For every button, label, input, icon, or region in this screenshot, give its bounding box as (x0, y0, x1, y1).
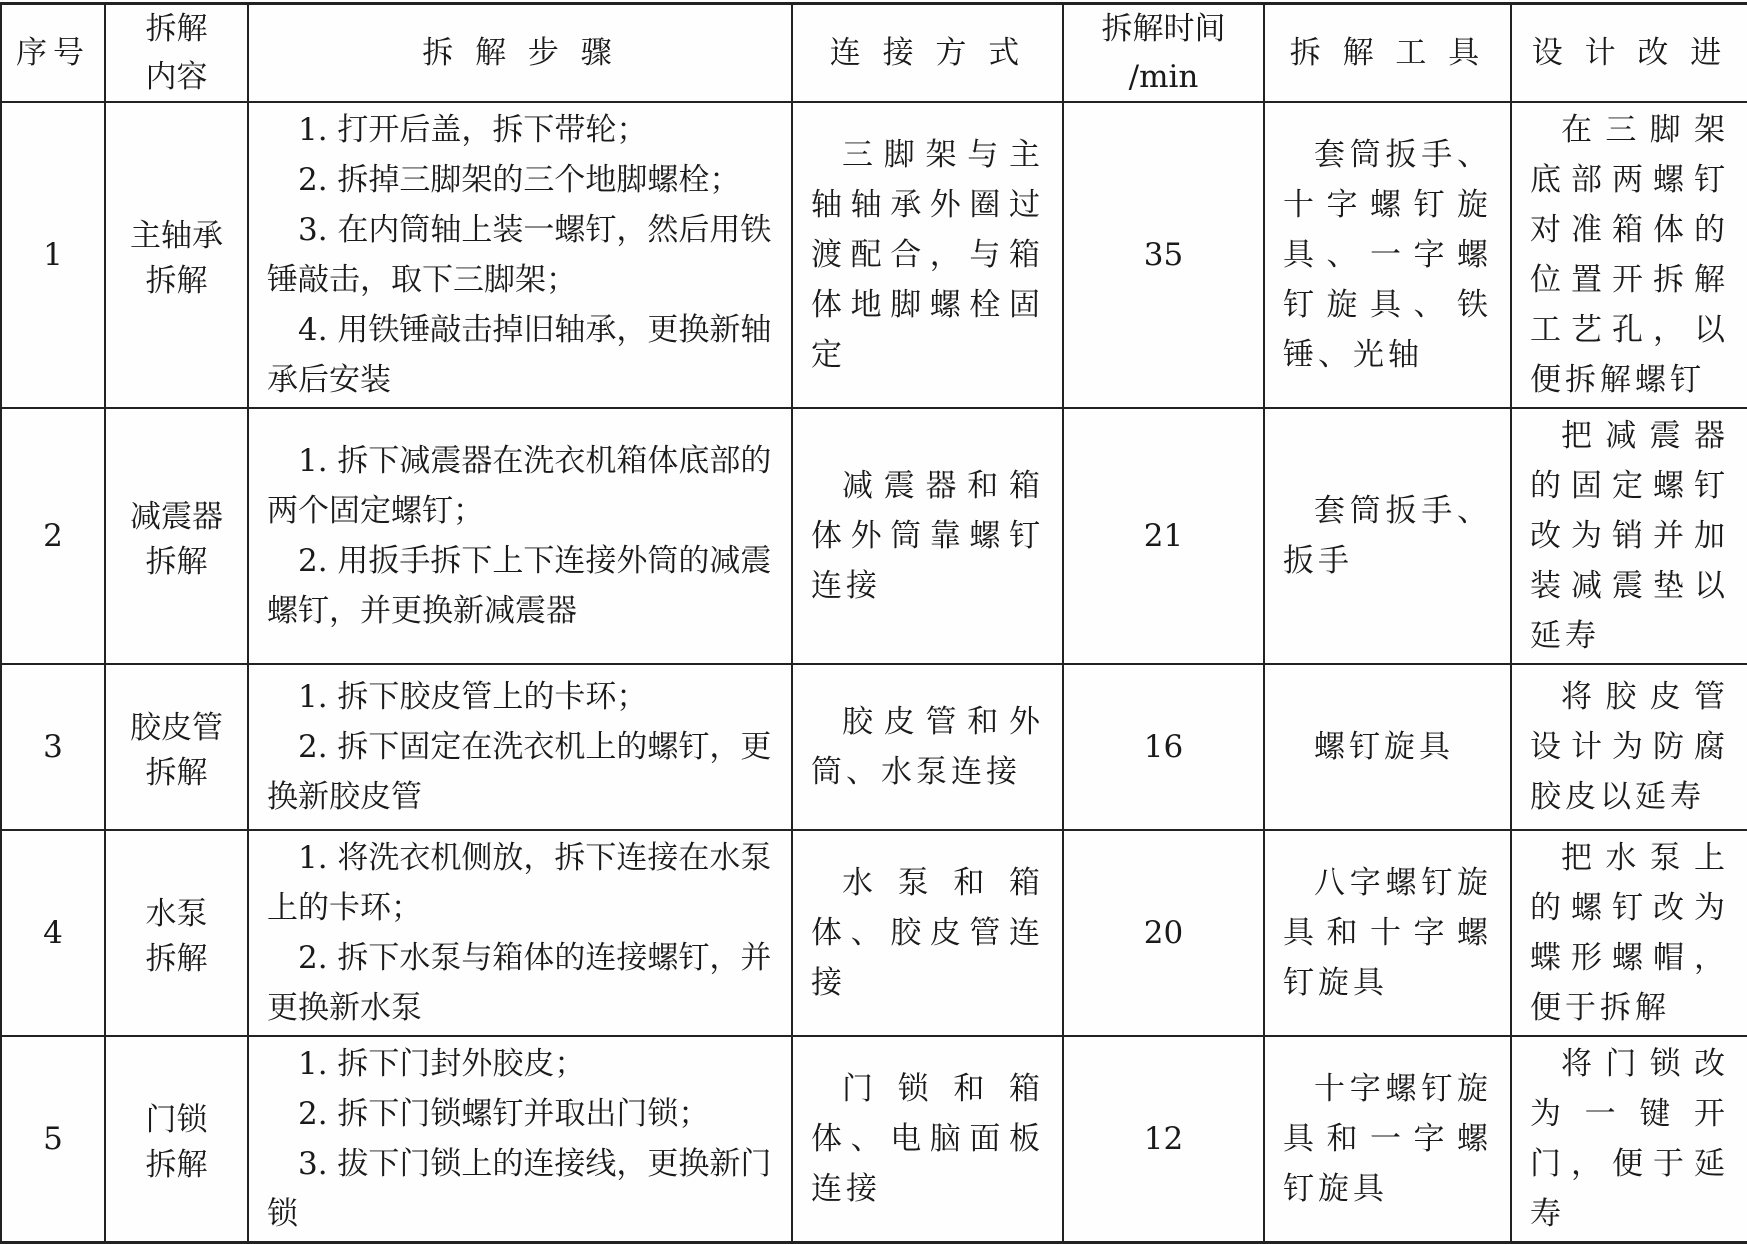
header-index: 序号 (1, 4, 105, 103)
row-connection (792, 1036, 1063, 1243)
row-steps (248, 830, 792, 1036)
row-content-line1: 门锁 (145, 1102, 208, 1138)
row-content (105, 1036, 248, 1243)
row-time: 21 (1063, 408, 1264, 664)
row-tools (1264, 1036, 1511, 1243)
table-row (1, 830, 1747, 1036)
header-content-line1: 拆解 (145, 11, 208, 47)
row-improvement (1511, 830, 1747, 1036)
connection-text: 三脚架与主轴轴承外圈过渡配合，与箱体地脚螺栓固定 (811, 137, 1044, 373)
step-item: 1. 打开后盖，拆下带轮； (298, 112, 648, 148)
row-time: 35 (1063, 102, 1264, 408)
connection-text: 胶皮管和外筒、水泵连接 (811, 704, 1044, 790)
row-tools (1264, 408, 1511, 664)
row-connection (792, 408, 1063, 664)
row-tools (1264, 830, 1511, 1036)
header-steps: 拆 解 步 骤 (248, 4, 792, 103)
row-content-line2: 拆解 (145, 544, 208, 580)
row-index: 5 (1, 1036, 105, 1243)
header-time (1063, 4, 1264, 103)
row-connection (792, 664, 1063, 830)
header-content (105, 4, 248, 103)
table-row (1, 102, 1747, 408)
step-item: 2. 拆下门锁螺钉并取出门锁； (298, 1096, 710, 1132)
step-item: 2. 用扳手拆下上下连接外筒的减震螺钉，并更换新减震器 (267, 543, 772, 629)
row-content-line1: 减震器 (130, 499, 223, 535)
row-content-line1: 主轴承 (130, 218, 223, 254)
row-content-line2: 拆解 (145, 755, 208, 791)
row-index: 4 (1, 830, 105, 1036)
row-tools (1264, 102, 1511, 408)
row-steps (248, 102, 792, 408)
row-index: 2 (1, 408, 105, 664)
row-improvement (1511, 1036, 1747, 1243)
improvement-text: 将门锁改为一键开门，便于延寿 (1530, 1046, 1729, 1232)
header-time-line1: 拆解时间 (1101, 11, 1226, 47)
step-item: 1. 将洗衣机侧放，拆下连接在水泵上的卡环； (267, 840, 772, 926)
row-content (105, 830, 248, 1036)
row-content (105, 102, 248, 408)
table-row (1, 1036, 1747, 1243)
row-connection (792, 830, 1063, 1036)
improvement-text: 将胶皮管设计为防腐胶皮以延寿 (1530, 679, 1729, 815)
connection-text: 门锁和箱体、电脑面板连接 (811, 1071, 1044, 1207)
tools-text: 套筒扳手、十字螺钉旋具、一字螺钉旋具、铁锤、光轴 (1283, 137, 1492, 373)
step-item: 1. 拆下减震器在洗衣机箱体底部的两个固定螺钉； (267, 443, 772, 529)
header-time-line2: /min (1128, 59, 1199, 95)
row-steps (248, 1036, 792, 1243)
tools-text: 套筒扳手、扳手 (1283, 493, 1492, 579)
improvement-text: 把减震器的固定螺钉改为销并加装减震垫以延寿 (1530, 418, 1729, 654)
step-item: 1. 拆下门封外胶皮； (298, 1046, 586, 1082)
row-index: 1 (1, 102, 105, 408)
table-row (1, 408, 1747, 664)
step-item: 1. 拆下胶皮管上的卡环； (298, 679, 648, 715)
row-connection (792, 102, 1063, 408)
header-row (1, 4, 1747, 103)
row-content-line2: 拆解 (145, 263, 208, 299)
step-item: 2. 拆下固定在洗衣机上的螺钉，更换新胶皮管 (267, 729, 772, 815)
row-improvement (1511, 408, 1747, 664)
header-tools: 拆 解 工 具 (1264, 4, 1511, 103)
connection-text: 水泵和箱体、胶皮管连接 (811, 865, 1044, 1001)
tools-text: 螺钉旋具 (1314, 729, 1454, 765)
row-content-line1: 胶皮管 (130, 710, 223, 746)
tools-text: 十字螺钉旋具和一字螺钉旋具 (1283, 1071, 1492, 1207)
disassembly-table (0, 2, 1747, 1244)
header-improvement: 设 计 改 进 (1511, 4, 1747, 103)
step-item: 2. 拆下水泵与箱体的连接螺钉，并更换新水泵 (267, 940, 772, 1026)
row-time: 16 (1063, 664, 1264, 830)
row-time: 20 (1063, 830, 1264, 1036)
improvement-text: 把水泵上的螺钉改为蝶形螺帽，便于拆解 (1530, 840, 1729, 1026)
row-time: 12 (1063, 1036, 1264, 1243)
row-steps (248, 664, 792, 830)
step-item: 3. 拔下门锁上的连接线，更换新门锁 (267, 1146, 772, 1232)
step-item: 2. 拆掉三脚架的三个地脚螺栓； (298, 162, 741, 198)
header-connection: 连 接 方 式 (792, 4, 1063, 103)
improvement-text: 在三脚架底部两螺钉对准箱体的位置开拆解工艺孔，以便拆解螺钉 (1530, 112, 1729, 398)
row-content (105, 664, 248, 830)
row-index: 3 (1, 664, 105, 830)
header-content-line2: 内容 (145, 59, 208, 95)
step-item: 4. 用铁锤敲击掉旧轴承，更换新轴承后安装 (267, 312, 772, 398)
row-improvement (1511, 664, 1747, 830)
row-steps (248, 408, 792, 664)
row-content-line1: 水泵 (145, 896, 208, 932)
row-tools (1264, 664, 1511, 830)
row-content-line2: 拆解 (145, 1147, 208, 1183)
tools-text: 八字螺钉旋具和十字螺钉旋具 (1283, 865, 1492, 1001)
row-content (105, 408, 248, 664)
table-row (1, 664, 1747, 830)
connection-text: 减震器和箱体外筒靠螺钉连接 (811, 468, 1044, 604)
row-improvement (1511, 102, 1747, 408)
row-content-line2: 拆解 (145, 941, 208, 977)
step-item: 3. 在内筒轴上装一螺钉，然后用铁锤敲击，取下三脚架； (267, 212, 772, 298)
